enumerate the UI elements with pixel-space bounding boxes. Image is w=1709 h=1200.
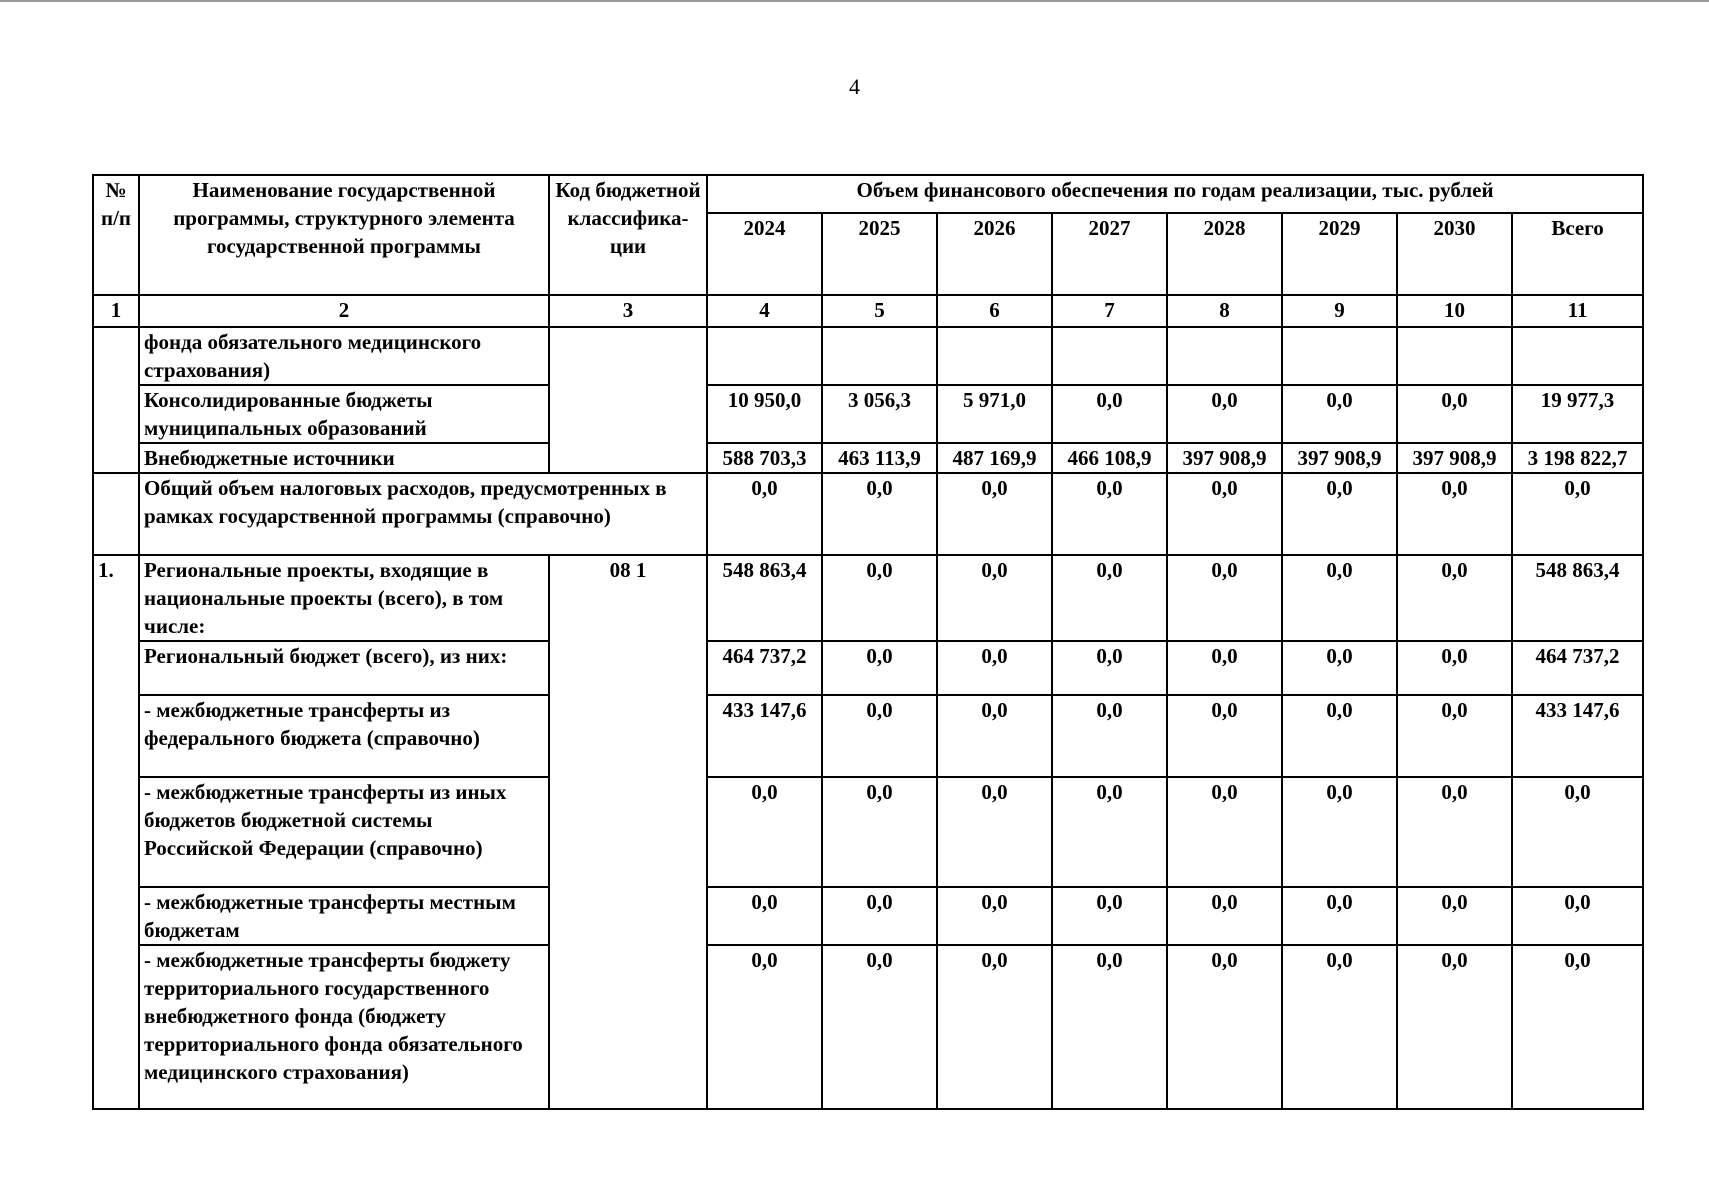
value-cell: 0,0 bbox=[822, 945, 937, 1109]
value-cell: 0,0 bbox=[822, 473, 937, 555]
value-cell: 0,0 bbox=[1397, 695, 1512, 777]
table-row bbox=[93, 473, 1643, 555]
value-cell: 397 908,9 bbox=[1282, 443, 1397, 473]
column-index: 7 bbox=[1052, 295, 1167, 327]
value-cell: 0,0 bbox=[1282, 385, 1397, 443]
value-cell: 19 977,3 bbox=[1512, 385, 1643, 443]
column-index: 1 bbox=[93, 295, 139, 327]
value-cell: 0,0 bbox=[822, 887, 937, 945]
value-cell: 0,0 bbox=[1167, 777, 1282, 887]
row-name: Региональные проекты, входящие в национальные проекты (всего), в том числе: bbox=[139, 555, 549, 641]
header-year: 2027 bbox=[1052, 213, 1167, 295]
value-cell: 0,0 bbox=[937, 945, 1052, 1109]
value-cell: 487 169,9 bbox=[937, 443, 1052, 473]
value-cell: 0,0 bbox=[1052, 695, 1167, 777]
header-volume: Объем финансового обеспечения по годам реализации, тыс. рублей bbox=[707, 175, 1643, 213]
value-cell: 0,0 bbox=[1052, 777, 1167, 887]
value-cell: 0,0 bbox=[1167, 555, 1282, 641]
value-cell: 0,0 bbox=[937, 555, 1052, 641]
value-cell: 0,0 bbox=[1512, 945, 1643, 1109]
value-cell: 0,0 bbox=[1052, 385, 1167, 443]
value-cell: 3 056,3 bbox=[822, 385, 937, 443]
header-year: 2026 bbox=[937, 213, 1052, 295]
value-cell: 0,0 bbox=[937, 777, 1052, 887]
row-code bbox=[549, 327, 707, 473]
value-cell: 0,0 bbox=[822, 777, 937, 887]
column-index: 5 bbox=[822, 295, 937, 327]
value-cell: 0,0 bbox=[1397, 777, 1512, 887]
value-cell: 0,0 bbox=[1167, 695, 1282, 777]
row-name: Общий объем налоговых расходов, предусмотренных в рамках государственной программы (справочно) bbox=[139, 473, 707, 555]
table-row bbox=[93, 695, 1643, 777]
value-cell bbox=[1167, 327, 1282, 385]
table-row bbox=[93, 327, 1643, 385]
value-cell bbox=[937, 327, 1052, 385]
row-name: фонда обязательного медицинского страхования) bbox=[139, 327, 549, 385]
value-cell: 0,0 bbox=[1167, 641, 1282, 695]
column-index: 9 bbox=[1282, 295, 1397, 327]
header-num: № п/п bbox=[93, 175, 139, 295]
value-cell: 0,0 bbox=[1282, 945, 1397, 1109]
value-cell: 0,0 bbox=[1397, 641, 1512, 695]
value-cell: 0,0 bbox=[1052, 473, 1167, 555]
value-cell: 548 863,4 bbox=[707, 555, 822, 641]
page-number: 4 bbox=[849, 74, 860, 99]
value-cell: 433 147,6 bbox=[1512, 695, 1643, 777]
header-year: 2029 bbox=[1282, 213, 1397, 295]
value-cell: 0,0 bbox=[1397, 385, 1512, 443]
value-cell: 0,0 bbox=[1167, 473, 1282, 555]
value-cell: 0,0 bbox=[937, 473, 1052, 555]
table-row bbox=[93, 641, 1643, 695]
table-row bbox=[93, 443, 1643, 473]
table-row bbox=[93, 945, 1643, 1109]
header-year: Всего bbox=[1512, 213, 1643, 295]
value-cell: 0,0 bbox=[1512, 777, 1643, 887]
header-year: 2024 bbox=[707, 213, 822, 295]
value-cell: 463 113,9 bbox=[822, 443, 937, 473]
value-cell: 0,0 bbox=[1052, 945, 1167, 1109]
value-cell: 0,0 bbox=[1167, 887, 1282, 945]
value-cell: 548 863,4 bbox=[1512, 555, 1643, 641]
value-cell: 0,0 bbox=[1052, 555, 1167, 641]
value-cell: 5 971,0 bbox=[937, 385, 1052, 443]
header-year: 2028 bbox=[1167, 213, 1282, 295]
value-cell: 0,0 bbox=[707, 777, 822, 887]
row-name: - межбюджетные трансферты из федерального бюджета (справочно) bbox=[139, 695, 549, 777]
header-year: 2030 bbox=[1397, 213, 1512, 295]
table-row bbox=[93, 555, 1643, 641]
value-cell: 0,0 bbox=[707, 473, 822, 555]
value-cell: 0,0 bbox=[1167, 385, 1282, 443]
header-year: 2025 bbox=[822, 213, 937, 295]
value-cell: 0,0 bbox=[707, 945, 822, 1109]
value-cell: 0,0 bbox=[822, 641, 937, 695]
value-cell: 464 737,2 bbox=[707, 641, 822, 695]
row-name: - межбюджетные трансферты местным бюджетам bbox=[139, 887, 549, 945]
row-name: Внебюджетные источники bbox=[139, 443, 549, 473]
value-cell: 0,0 bbox=[1512, 473, 1643, 555]
value-cell bbox=[1052, 327, 1167, 385]
value-cell: 0,0 bbox=[1282, 777, 1397, 887]
value-cell bbox=[1282, 327, 1397, 385]
header-code: Код бюджетной классифика-ции bbox=[549, 175, 707, 295]
value-cell: 588 703,3 bbox=[707, 443, 822, 473]
value-cell: 0,0 bbox=[937, 641, 1052, 695]
column-index: 4 bbox=[707, 295, 822, 327]
value-cell bbox=[1512, 327, 1643, 385]
value-cell: 397 908,9 bbox=[1167, 443, 1282, 473]
value-cell: 0,0 bbox=[1397, 473, 1512, 555]
value-cell: 397 908,9 bbox=[1397, 443, 1512, 473]
row-number bbox=[93, 327, 139, 473]
value-cell: 0,0 bbox=[1282, 555, 1397, 641]
value-cell: 0,0 bbox=[1397, 887, 1512, 945]
value-cell: 0,0 bbox=[1282, 695, 1397, 777]
row-name: Региональный бюджет (всего), из них: bbox=[139, 641, 549, 695]
value-cell: 0,0 bbox=[1282, 887, 1397, 945]
value-cell bbox=[707, 327, 822, 385]
value-cell: 0,0 bbox=[1397, 945, 1512, 1109]
value-cell: 10 950,0 bbox=[707, 385, 822, 443]
row-name: - межбюджетные трансферты бюджету территориального государственного внебюджетного фонда (бюджету территориального фонда обязательного медицинского страхования) bbox=[139, 945, 549, 1109]
row-name: Консолидированные бюджеты муниципальных образований bbox=[139, 385, 549, 443]
value-cell: 0,0 bbox=[707, 887, 822, 945]
value-cell: 464 737,2 bbox=[1512, 641, 1643, 695]
value-cell bbox=[822, 327, 937, 385]
value-cell: 466 108,9 bbox=[1052, 443, 1167, 473]
row-code: 08 1 bbox=[549, 555, 707, 1109]
value-cell: 0,0 bbox=[937, 695, 1052, 777]
value-cell bbox=[1397, 327, 1512, 385]
value-cell: 0,0 bbox=[822, 555, 937, 641]
table-row bbox=[93, 887, 1643, 945]
column-index: 8 bbox=[1167, 295, 1282, 327]
value-cell: 3 198 822,7 bbox=[1512, 443, 1643, 473]
value-cell: 433 147,6 bbox=[707, 695, 822, 777]
column-index: 6 bbox=[937, 295, 1052, 327]
row-number: 1. bbox=[93, 555, 139, 1109]
scan-edge-line bbox=[0, 0, 1709, 2]
value-cell: 0,0 bbox=[1512, 887, 1643, 945]
value-cell: 0,0 bbox=[1397, 555, 1512, 641]
budget-table bbox=[92, 174, 1644, 1110]
column-index: 2 bbox=[139, 295, 549, 327]
column-index: 3 bbox=[549, 295, 707, 327]
value-cell: 0,0 bbox=[822, 695, 937, 777]
value-cell: 0,0 bbox=[1282, 473, 1397, 555]
value-cell: 0,0 bbox=[937, 887, 1052, 945]
value-cell: 0,0 bbox=[1052, 887, 1167, 945]
column-index: 10 bbox=[1397, 295, 1512, 327]
value-cell: 0,0 bbox=[1052, 641, 1167, 695]
header-name: Наименование государственной программы, структурного элемента государственной программы bbox=[139, 175, 549, 295]
value-cell: 0,0 bbox=[1282, 641, 1397, 695]
row-number bbox=[93, 473, 139, 555]
value-cell: 0,0 bbox=[1167, 945, 1282, 1109]
row-name: - межбюджетные трансферты из иных бюджетов бюджетной системы Российской Федерации (справочно) bbox=[139, 777, 549, 887]
column-index: 11 bbox=[1512, 295, 1643, 327]
table-row bbox=[93, 777, 1643, 887]
table-row bbox=[93, 385, 1643, 443]
